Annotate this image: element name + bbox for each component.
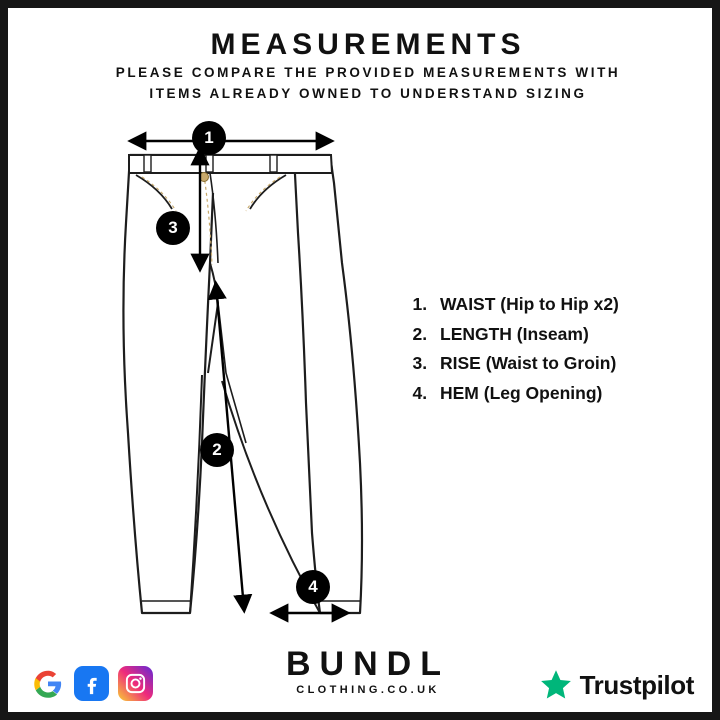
marker-badge-2: 2 xyxy=(200,433,234,467)
instagram-icon[interactable] xyxy=(118,666,153,701)
trustpilot-label: Trustpilot xyxy=(579,669,694,700)
legend-item-waist: 1. WAIST (Hip to Hip x2) xyxy=(432,290,706,320)
jeans-technical-drawing-svg xyxy=(98,113,398,633)
brand-domain: CLOTHING.CO.UK xyxy=(296,684,440,696)
legend-item-hem: 4. HEM (Leg Opening) xyxy=(432,379,706,409)
marker-badge-3: 3 xyxy=(156,211,190,245)
brand-name: BUNDL xyxy=(286,645,450,683)
google-icon[interactable] xyxy=(30,666,65,701)
trustpilot-badge[interactable] xyxy=(539,668,694,702)
facebook-icon[interactable] xyxy=(74,666,109,701)
subtitle-line-1: PLEASE COMPARE THE PROVIDED MEASUREMENTS WITH xyxy=(115,65,621,80)
page-subtitle xyxy=(68,62,668,104)
page-title: MEASUREMENTS xyxy=(210,28,526,61)
marker-badge-4: 4 xyxy=(296,570,330,604)
trustpilot-star-icon xyxy=(539,668,573,702)
jeans-diagram xyxy=(98,113,398,633)
measurement-legend xyxy=(406,290,706,408)
subtitle-line-2: ITEMS ALREADY OWNED TO UNDERSTAND SIZING xyxy=(149,86,587,101)
legend-item-length: 2. LENGTH (Inseam) xyxy=(432,320,706,350)
social-links xyxy=(30,666,153,701)
legend-item-rise: 3. RISE (Waist to Groin) xyxy=(432,349,706,379)
marker-badge-1: 1 xyxy=(192,121,226,155)
